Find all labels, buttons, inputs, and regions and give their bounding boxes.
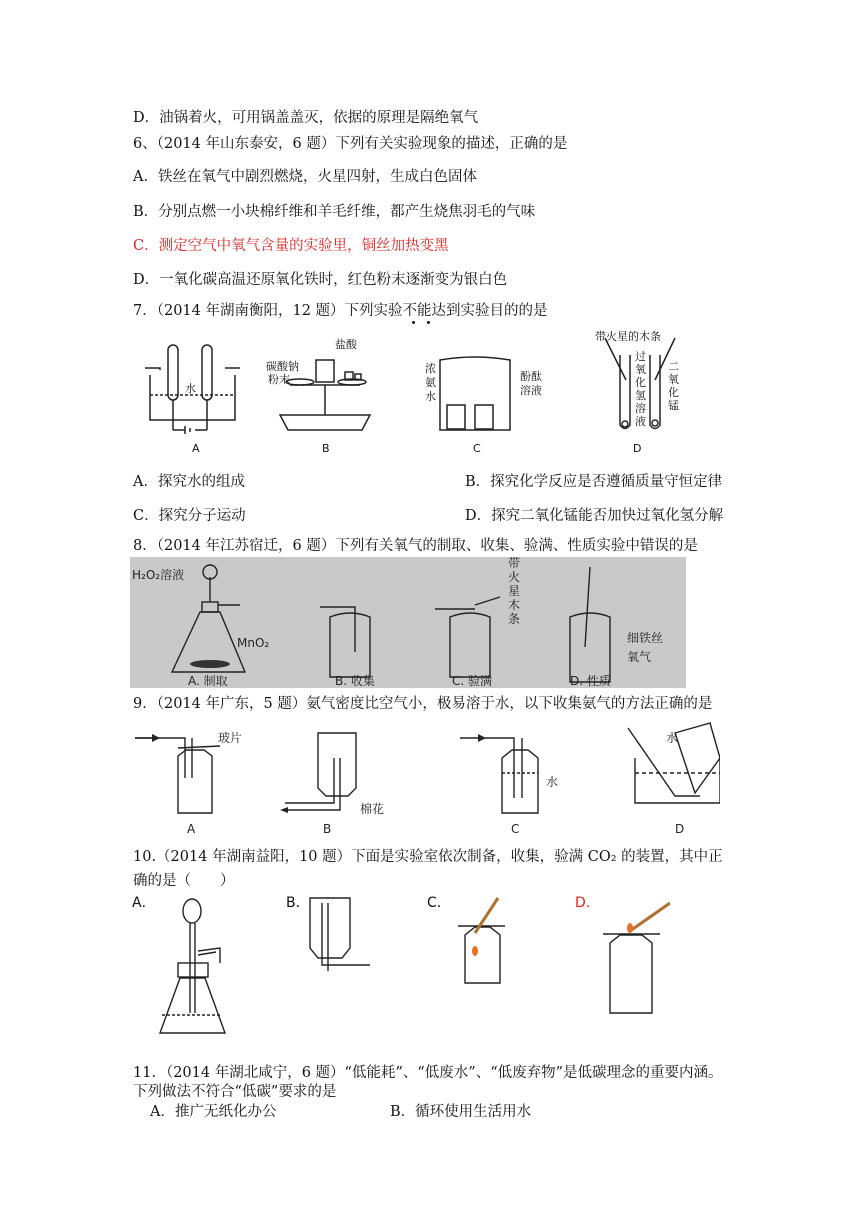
fig10-label-c: C． [427, 895, 451, 911]
fig9-caption: A [187, 822, 196, 836]
q6-option-b: B．分别点燃一小块棉纤维和羊毛纤维，都产生烧焦羽毛的气味 [133, 204, 536, 220]
fig7-ammonia: 水 [425, 390, 436, 403]
fig9-caption: C [511, 822, 520, 836]
fig7-h2o2: 氧 [635, 363, 646, 376]
q6-option-a: A．铁丝在氧气中剧烈燃烧，火星四射，生成白色固体 [133, 169, 477, 185]
fig7-splint: 带火星的木条 [595, 330, 661, 343]
fig7-ammonia: 氨 [425, 376, 436, 389]
q8-stem: 8．（2014 年江苏宿迁，6 题）下列有关氧气的制取、收集、验满、性质实验中错误的是 [133, 538, 698, 554]
fig7-mno2: 锰 [668, 399, 679, 412]
fig8-splint: 火 [508, 570, 521, 584]
fig8-h2o2: H₂O₂溶液 [132, 568, 185, 582]
q7-option-b: B．探究化学反应是否遵循质量守恒定律 [465, 474, 723, 490]
fig8-splint: 条 [508, 612, 521, 626]
fig7-h2o2: 氢 [635, 389, 646, 402]
fig8-caption: D. 性质 [570, 674, 611, 688]
fig8-oxygen: 氧气 [627, 650, 652, 664]
fig7-label-d: D [633, 442, 642, 455]
q6-stem: 6、（2014 年山东泰安，6 题）下列有关实验现象的描述，正确的是 [133, 136, 568, 152]
fig7-powder: 粉末 [268, 373, 290, 386]
fig9-water-c: 水 [546, 775, 559, 789]
fig7-label-a: A [192, 442, 200, 455]
fig7-h2o2: 化 [635, 376, 646, 389]
q10-figure [130, 893, 670, 1038]
fig8-splint: 带 [508, 557, 521, 570]
q7-option-a: A．探究水的组成 [133, 474, 245, 490]
q10-stem-line2: 确的是（ ） [133, 873, 235, 889]
fig7-h2o2: 过 [635, 350, 646, 363]
q11-stem-line2: 下列做法不符合“低碳”要求的是 [133, 1084, 337, 1100]
fig9-caption: B [323, 822, 332, 836]
q5-option-d: D．油锅着火，可用锅盖盖灭，依据的原理是隔绝氧气 [133, 110, 479, 126]
fig7-label-b: B [322, 442, 330, 455]
fig8-splint: 木 [508, 598, 521, 612]
fig10-labels [132, 895, 600, 911]
fig7-h2o2: 溶 [635, 402, 646, 415]
fig8-caption: C. 验满 [452, 674, 493, 688]
fig7-phenol: 溶液 [520, 384, 542, 397]
q7-stem: 7．（2014 年湖南衡阳，12 题）下列实验不能达到实验目的的是 [133, 303, 548, 319]
q9-figure [130, 718, 720, 838]
q7-option-c: C．探究分子运动 [133, 508, 246, 524]
fig8-wire: 细铁丝 [627, 631, 664, 645]
fig8-mno2: MnO₂ [237, 636, 270, 650]
fig7-salt: 碳酸钠 [266, 360, 299, 373]
emphasis-dot [427, 321, 430, 324]
fig9-glass: 玻片 [218, 731, 243, 745]
fig7-h2o2: 液 [635, 415, 646, 428]
fig10-label-d: D． [575, 895, 600, 911]
emphasis-dot [412, 321, 415, 324]
fig8-caption: A. 制取 [188, 674, 228, 688]
fig7-mno2: 二 [668, 360, 679, 373]
q7-option-d: D．探究二氧化锰能否加快过氧化氢分解 [465, 508, 724, 524]
fig8-caption: B. 收集 [335, 674, 375, 688]
q7-figure [140, 330, 730, 460]
fig7-label-c: C [473, 442, 481, 455]
q8-figure [130, 557, 686, 688]
fig9-cotton: 棉花 [360, 802, 385, 816]
fig7-ammonia: 浓 [425, 362, 436, 375]
fig7-mno2: 氧 [668, 373, 679, 386]
q9-stem: 9．（2014 年广东，5 题）氨气密度比空气小，极易溶于水，以下收集氨气的方法正确的是 [133, 696, 713, 712]
fig10-label-b: B． [286, 895, 310, 911]
fig7-phenol: 酚酞 [520, 370, 542, 383]
q6-option-d: D．一氧化碳高温还原氧化铁时，红色粉末逐渐变为银白色 [133, 272, 508, 288]
q11-option-b: B．循环使用生活用水 [390, 1104, 532, 1120]
fig10-label-a: A． [132, 895, 156, 911]
fig8-splint: 星 [508, 584, 521, 598]
q11-option-a: A．推广无纸化办公 [150, 1104, 277, 1120]
fig7-water: 水 [185, 382, 196, 395]
fig7-acid: 盐酸 [335, 338, 357, 351]
q11-stem-line1: 11．（2014 年湖北咸宁，6 题）“低能耗”、“低废水”、“低废弃物”是低碳理念的重要内涵。 [133, 1065, 723, 1081]
q10-stem-line1: 10.（2014 年湖南益阳，10 题）下面是实验室依次制备，收集，验满 CO₂ 的装置，其中正 [133, 849, 723, 865]
q6-option-c: C．测定空气中氧气含量的实验里，铜丝加热变黑 [133, 238, 449, 254]
fig7-mno2: 化 [668, 386, 679, 399]
fig9-caption: D [675, 822, 685, 836]
fig9-water-d: 水 [666, 731, 679, 745]
